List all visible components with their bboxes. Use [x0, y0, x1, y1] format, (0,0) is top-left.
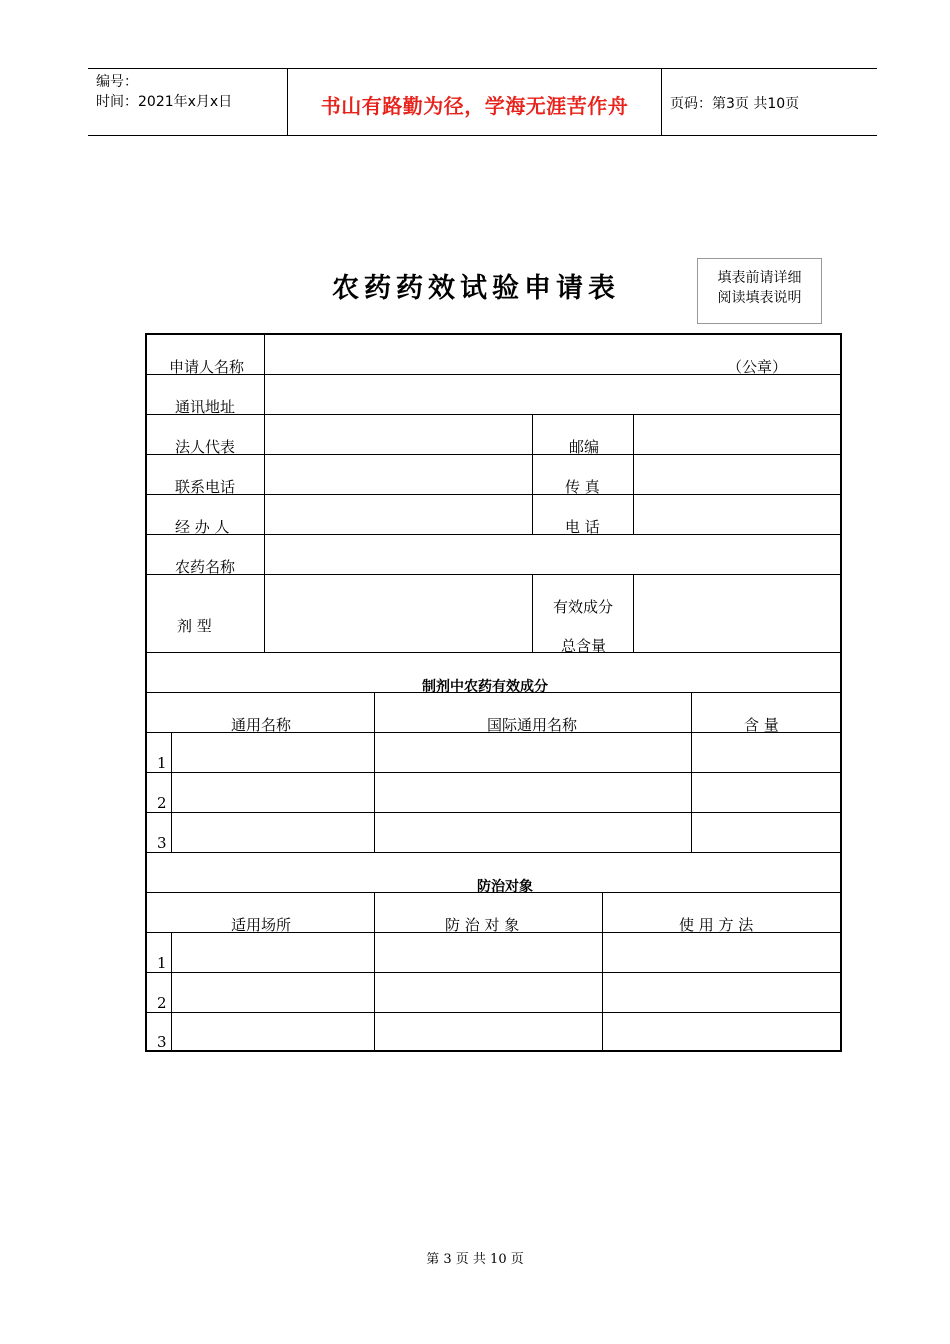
column-header: [603, 893, 842, 933]
legal-rep-label: 法人代表: [175, 438, 236, 456]
label-cell: [147, 375, 265, 415]
ingredient-common-name-field[interactable]: [172, 813, 375, 853]
label-cell: [147, 495, 265, 535]
header-meta: [96, 72, 232, 112]
targets-section-title: 防治对象: [477, 879, 533, 895]
row-number: 3: [157, 834, 167, 852]
column-header: [375, 693, 692, 733]
pesticide-name-label: 农药名称: [175, 558, 236, 576]
site-field[interactable]: [172, 933, 375, 973]
table-row-index: [147, 933, 172, 973]
label-cell: [147, 535, 265, 575]
header-bottom-rule: [88, 135, 877, 136]
form-title: 农药药效试验申请表: [332, 273, 620, 304]
address-field[interactable]: [265, 375, 842, 415]
column-header: [692, 693, 842, 733]
label-cell: [147, 415, 265, 455]
site-field[interactable]: [172, 973, 375, 1013]
column-header: [375, 893, 603, 933]
target-field[interactable]: [375, 1013, 603, 1050]
legal-rep-field[interactable]: [265, 415, 533, 455]
handler-phone-field[interactable]: [634, 495, 842, 535]
phone-label: 联系电话: [175, 478, 236, 496]
handler-label: 经 办 人: [175, 518, 230, 536]
applicant-name-field[interactable]: [265, 335, 842, 375]
ingredient-content-field[interactable]: [692, 733, 842, 773]
number-label: 编号：: [96, 74, 138, 90]
handler-phone-label: 电 话: [565, 518, 600, 536]
ingredient-intl-name-field[interactable]: [375, 733, 692, 773]
col-common-name: 通用名称: [231, 716, 292, 734]
fax-field[interactable]: [634, 455, 842, 495]
active-total-label-1: 有效成分: [553, 598, 614, 616]
label-cell: [147, 575, 265, 653]
label-cell: [533, 455, 634, 495]
application-form-table: [145, 333, 842, 1052]
col-target: 防 治 对 象: [445, 916, 520, 934]
header-divider: [661, 68, 662, 136]
postcode-label: 邮编: [569, 438, 600, 456]
ingredient-intl-name-field[interactable]: [375, 773, 692, 813]
ingredients-section-header: [147, 653, 842, 693]
target-field[interactable]: [375, 933, 603, 973]
column-header: [147, 693, 375, 733]
note-line: 填表前请详细: [717, 270, 802, 286]
target-field[interactable]: [375, 973, 603, 1013]
page-footer: 第 3 页 共 10 页: [426, 1252, 524, 1267]
row-number: 1: [157, 954, 167, 972]
label-cell: [533, 575, 634, 653]
table-row-index: [147, 1013, 172, 1050]
ingredients-section-title: 制剂中农药有效成分: [422, 679, 548, 695]
table-row-index: [147, 813, 172, 853]
row-number: 2: [157, 794, 167, 812]
label-cell: [533, 495, 634, 535]
instruction-note: [697, 258, 822, 324]
table-row-index: [147, 733, 172, 773]
ingredient-content-field[interactable]: [692, 813, 842, 853]
active-total-label-2: 总含量: [561, 637, 607, 655]
pesticide-name-field[interactable]: [265, 535, 842, 575]
method-field[interactable]: [603, 1013, 842, 1050]
row-number: 3: [157, 1033, 167, 1051]
label-cell: [147, 455, 265, 495]
ingredient-intl-name-field[interactable]: [375, 813, 692, 853]
ingredient-common-name-field[interactable]: [172, 733, 375, 773]
site-field[interactable]: [172, 1013, 375, 1050]
targets-section-header: [147, 853, 842, 893]
label-cell: [147, 335, 265, 375]
handler-field[interactable]: [265, 495, 533, 535]
formulation-label: 剂 型: [177, 617, 212, 635]
address-label: 通讯地址: [175, 398, 236, 416]
fax-label: 传 真: [565, 478, 600, 496]
header-top-rule: [88, 68, 877, 69]
date-label: 时间：2021年x月x日: [96, 94, 233, 110]
ingredient-content-field[interactable]: [692, 773, 842, 813]
col-content: 含 量: [744, 716, 779, 734]
ingredient-common-name-field[interactable]: [172, 773, 375, 813]
note-line: 阅读填表说明: [717, 290, 802, 306]
seal-label: （公章）: [727, 358, 788, 376]
header-page-info: 页码：第3页 共10页: [670, 96, 800, 112]
table-row-index: [147, 773, 172, 813]
row-number: 1: [157, 754, 167, 772]
phone-field[interactable]: [265, 455, 533, 495]
table-row-index: [147, 973, 172, 1013]
label-cell: [533, 415, 634, 455]
method-field[interactable]: [603, 973, 842, 1013]
postcode-field[interactable]: [634, 415, 842, 455]
col-intl-name: 国际通用名称: [487, 716, 578, 734]
header-motto: 书山有路勤为径，学海无涯苦作舟: [320, 94, 629, 118]
method-field[interactable]: [603, 933, 842, 973]
row-number: 2: [157, 994, 167, 1012]
column-header: [147, 893, 375, 933]
active-total-field[interactable]: [634, 575, 842, 653]
col-site: 适用场所: [231, 916, 292, 934]
formulation-field[interactable]: [265, 575, 533, 653]
applicant-name-label: 申请人名称: [169, 358, 245, 376]
col-method: 使 用 方 法: [679, 916, 754, 934]
